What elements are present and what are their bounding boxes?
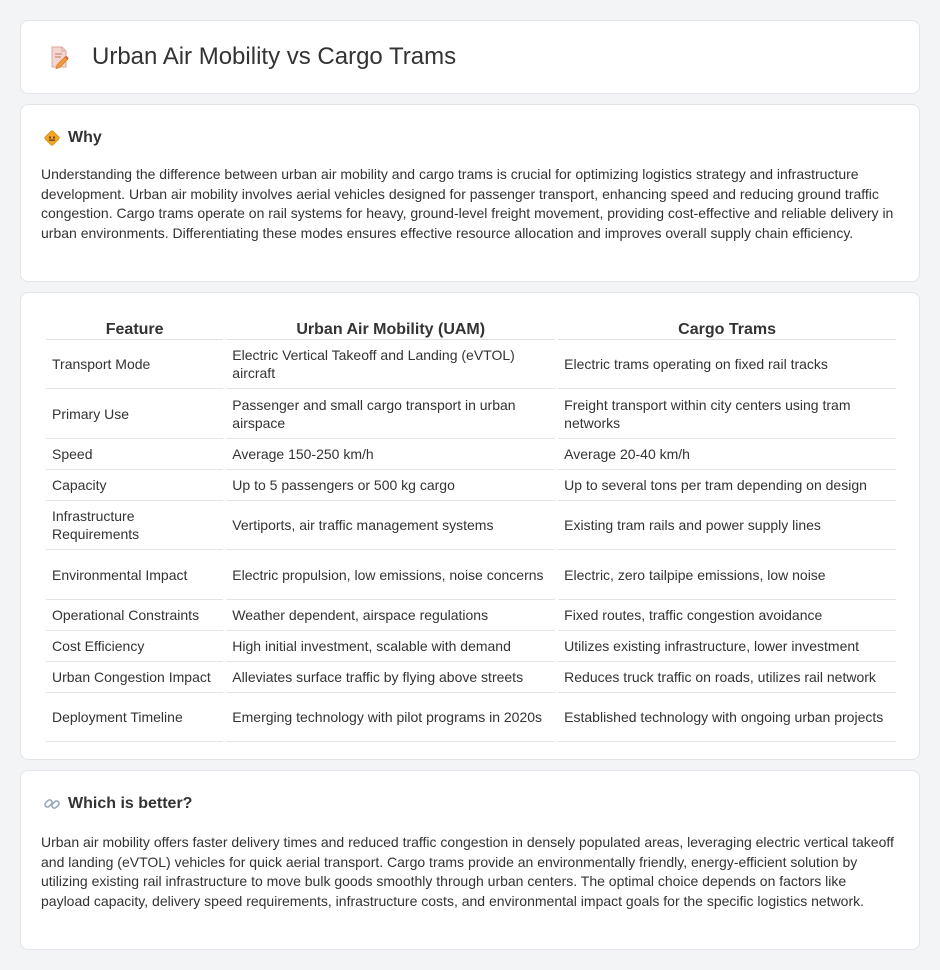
table-row bbox=[46, 340, 896, 389]
table-row bbox=[46, 389, 896, 439]
uam-cell: Emerging technology with pilot programs in 2020s bbox=[226, 693, 555, 742]
uam-cell: Electric propulsion, low emissions, noise concerns bbox=[226, 550, 555, 600]
table-row bbox=[46, 631, 896, 662]
header-feature: Feature bbox=[46, 315, 223, 340]
uam-cell: High initial investment, scalable with demand bbox=[226, 631, 555, 662]
table-row bbox=[46, 501, 896, 550]
diamond-sign-icon bbox=[43, 129, 61, 147]
better-paragraph: Urban air mobility offers faster delivery times and reduced traffic congestion in densely populated areas, leveraging electric vertical takeoff and landing (eVTOL) vehicles for quick aerial transport. Cargo trams provide an environmentally friendly, energy-efficient solution by utilizing existing rail infrastructure to move bulk goods smoothly through urban centers. The optimal choice depends on factors like payload capacity, delivery speed requirements, infrastructure costs, and environmental impact goals for the specific logistics network. bbox=[41, 834, 894, 909]
uam-cell: Electric Vertical Takeoff and Landing (eVTOL) aircraft bbox=[226, 340, 555, 389]
uam-cell: Alleviates surface traffic by flying above streets bbox=[226, 662, 555, 693]
feature-cell: Environmental Impact bbox=[46, 550, 223, 600]
better-heading: Which is better? bbox=[68, 795, 193, 812]
table-header-row bbox=[46, 315, 896, 340]
title-card bbox=[20, 20, 920, 94]
header-uam: Urban Air Mobility (UAM) bbox=[226, 315, 555, 340]
uam-cell: Vertiports, air traffic management systems bbox=[226, 501, 555, 550]
link-icon bbox=[43, 795, 61, 813]
page-title: Urban Air Mobility vs Cargo Trams bbox=[92, 43, 457, 70]
feature-cell: Capacity bbox=[46, 470, 223, 501]
feature-cell: Deployment Timeline bbox=[46, 693, 223, 742]
title-row bbox=[21, 21, 919, 93]
table-row bbox=[46, 600, 896, 631]
why-heading-row bbox=[21, 105, 919, 149]
cargo-tram-cell: Electric trams operating on fixed rail tracks bbox=[558, 340, 896, 389]
table-row bbox=[46, 439, 896, 470]
cargo-tram-cell: Reduces truck traffic on roads, utilizes rail network bbox=[558, 662, 896, 693]
why-card bbox=[20, 104, 920, 282]
table-row bbox=[46, 470, 896, 501]
cargo-tram-cell: Average 20-40 km/h bbox=[558, 439, 896, 470]
feature-cell: Speed bbox=[46, 439, 223, 470]
feature-cell: Primary Use bbox=[46, 389, 223, 439]
table-row bbox=[46, 693, 896, 742]
cargo-tram-cell: Electric, zero tailpipe emissions, low noise bbox=[558, 550, 896, 600]
cargo-tram-cell: Fixed routes, traffic congestion avoidance bbox=[558, 600, 896, 631]
uam-cell: Average 150-250 km/h bbox=[226, 439, 555, 470]
cargo-tram-cell: Established technology with ongoing urban projects bbox=[558, 693, 896, 742]
document-pencil-icon bbox=[46, 44, 72, 70]
cargo-tram-cell: Freight transport within city centers using tram networks bbox=[558, 389, 896, 439]
feature-cell: Operational Constraints bbox=[46, 600, 223, 631]
feature-cell: Transport Mode bbox=[46, 340, 223, 389]
uam-cell: Weather dependent, airspace regulations bbox=[226, 600, 555, 631]
uam-cell: Up to 5 passengers or 500 kg cargo bbox=[226, 470, 555, 501]
uam-cell: Passenger and small cargo transport in urban airspace bbox=[226, 389, 555, 439]
why-paragraph: Understanding the difference between urban air mobility and cargo trams is crucial for optimizing logistics strategy and infrastructure development. Urban air mobility involves aerial vehicles designed for passenger transport, enhancing speed and reducing ground traffic congestion. Cargo trams operate on rail systems for heavy, ground-level freight movement, providing cost-effective and reliable delivery in urban environments. Differentiating these modes ensures effective resource allocation and improves overall supply chain efficiency. bbox=[41, 166, 894, 241]
table-row bbox=[46, 550, 896, 600]
comparison-card bbox=[20, 292, 920, 760]
which-better-card bbox=[20, 770, 920, 950]
why-heading: Why bbox=[68, 129, 102, 146]
table-row bbox=[46, 662, 896, 693]
cargo-tram-cell: Existing tram rails and power supply lines bbox=[558, 501, 896, 550]
better-heading-row bbox=[21, 771, 919, 815]
comparison-table bbox=[43, 315, 899, 742]
feature-cell: Urban Congestion Impact bbox=[46, 662, 223, 693]
cargo-tram-cell: Utilizes existing infrastructure, lower investment bbox=[558, 631, 896, 662]
header-cargo-trams: Cargo Trams bbox=[558, 315, 896, 340]
feature-cell: Infrastructure Requirements bbox=[46, 501, 223, 550]
cargo-tram-cell: Up to several tons per tram depending on design bbox=[558, 470, 896, 501]
feature-cell: Cost Efficiency bbox=[46, 631, 223, 662]
